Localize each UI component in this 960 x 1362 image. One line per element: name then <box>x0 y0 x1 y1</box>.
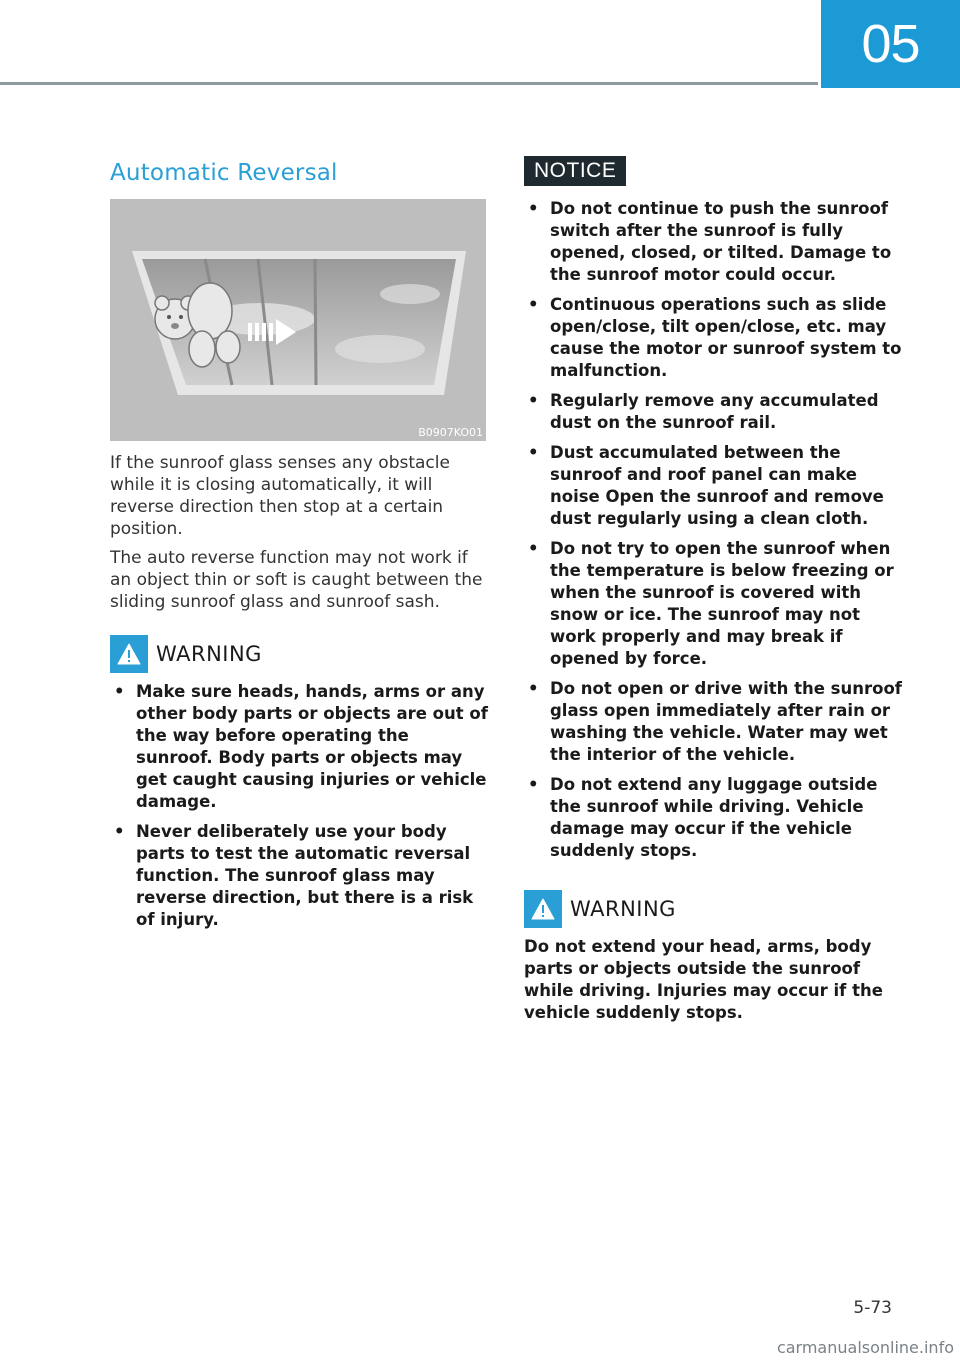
warning-header-2 <box>524 890 910 928</box>
warning-header <box>110 635 488 673</box>
header-rule <box>0 82 818 85</box>
notice-item: • Do not continue to push the sunroof switch after the sunroof is fully opened, closed, or tilted. Damage to the sunroof motor could occur. <box>524 198 910 286</box>
warning-title: WARNING <box>570 897 676 921</box>
section-title: Automatic Reversal <box>110 160 338 186</box>
body-text <box>110 452 488 613</box>
warning-title: WARNING <box>156 642 262 666</box>
notice-item: • Do not extend any luggage outside the sunroof while driving. Vehicle damage may occur if the vehicle suddenly stops. <box>524 774 910 862</box>
notice-item: • Do not try to open the sunroof when the temperature is below freezing or when the sunroof is covered with snow or ice. The sunroof may not work properly and may break if opened by force. <box>524 538 910 670</box>
chapter-tab: 05 <box>821 0 960 88</box>
sunroof-illustration <box>110 199 486 441</box>
warning-list <box>110 681 488 931</box>
notice-list <box>524 198 910 862</box>
warning-item: • Never deliberately use your body parts to test the automatic reversal function. The sunroof glass may reverse direction, but there is a risk of injury. <box>110 821 488 931</box>
notice-item: • Regularly remove any accumulated dust on the sunroof rail. <box>524 390 910 434</box>
warning-text: Do not extend your head, arms, body parts or objects outside the sunroof while driving. Injuries may occur if the vehicle suddenly stops. <box>524 937 883 1022</box>
page-number: 5-73 <box>853 1298 892 1318</box>
watermark: carmanualsonline.info <box>776 1338 954 1357</box>
notice-badge: NOTICE <box>524 156 626 186</box>
warning-triangle-icon <box>110 635 148 673</box>
right-column <box>524 156 910 1024</box>
figure-caption: B0907KO01 <box>418 426 483 439</box>
paragraph-1: If the sunroof glass senses any obstacle while it is closing automatically, it will reverse direction then stop at a certain position. <box>110 453 450 539</box>
warning-item: • Make sure heads, hands, arms or any other body parts or objects are out of the way before operating the sunroof. Body parts or objects may get caught causing injuries or vehicle damage. <box>110 681 488 813</box>
notice-item: • Continuous operations such as slide open/close, tilt open/close, etc. may cause the motor or sunroof system to malfunction. <box>524 294 910 382</box>
notice-item: • Dust accumulated between the sunroof and roof panel can make noise Open the sunroof and remove dust regularly using a clean cloth. <box>524 442 910 530</box>
notice-item: • Do not open or drive with the sunroof glass open immediately after rain or washing the vehicle. Water may wet the interior of the vehicle. <box>524 678 910 766</box>
left-column <box>110 160 488 939</box>
warning-triangle-icon <box>524 890 562 928</box>
paragraph-2: The auto reverse function may not work if an object thin or soft is caught between the sliding sunroof glass and sunroof sash. <box>110 548 483 612</box>
sunroof-drawing <box>110 199 486 441</box>
